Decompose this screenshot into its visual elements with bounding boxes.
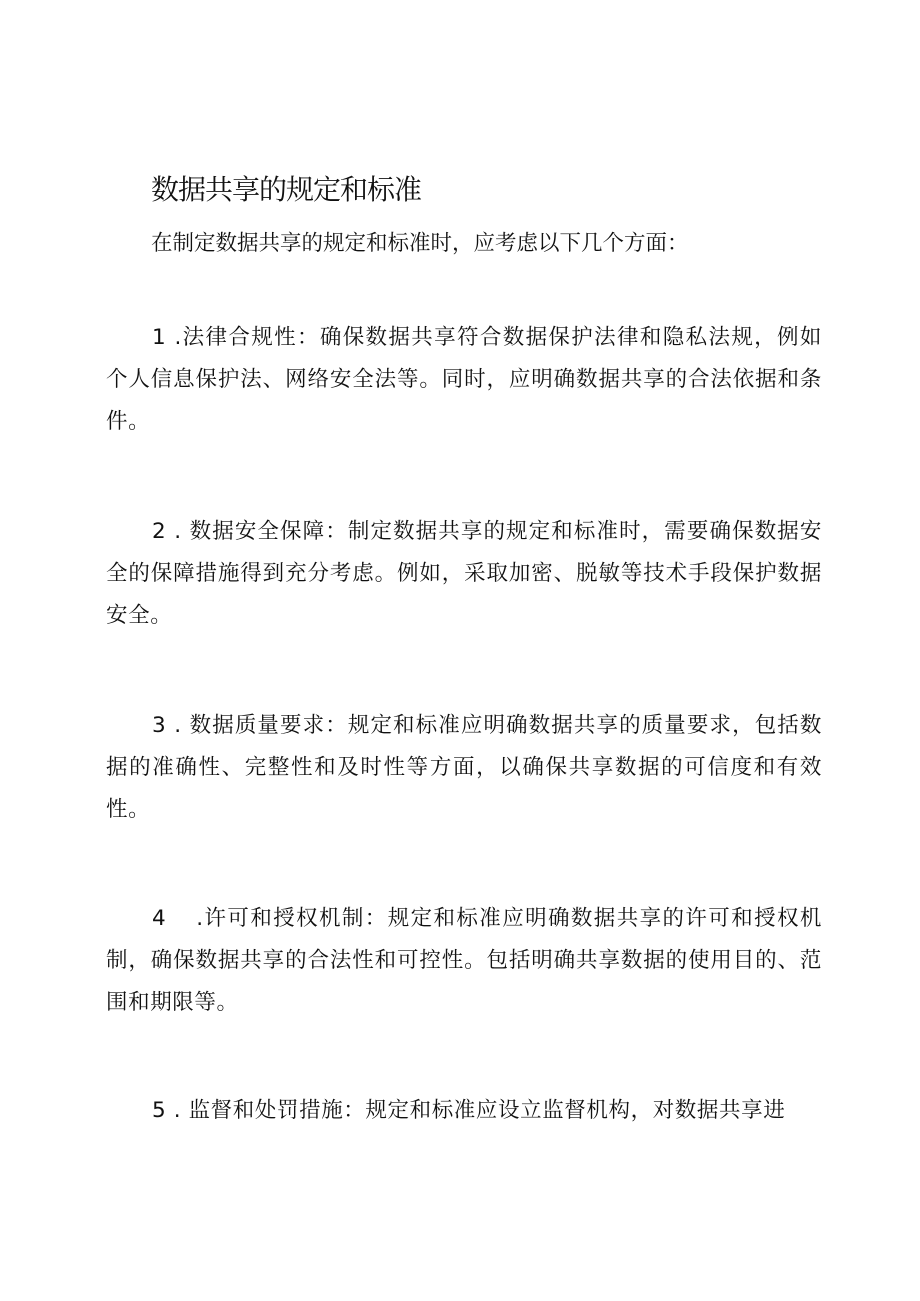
item-text: .法律合规性：确保数据共享符合数据保护法律和隐私法规，例如个人信息保护法、网络安全法等。同时，应明确数据共享的合法依据和条件。 [106,325,822,434]
item-number: 5 [152,1098,167,1123]
item-text: .许可和授权机制：规定和标准应明确数据共享的许可和授权机制，确保数据共享的合法性和可控性。包括明确共享数据的使用目的、范围和期限等。 [106,906,822,1015]
intro-paragraph: 在制定数据共享的规定和标准时，应考虑以下几个方面： [151,231,689,256]
item-number: 2 [152,519,167,544]
list-item [106,317,822,443]
item-number: 4 [152,906,167,931]
list-item [106,898,822,1024]
list-item [106,511,822,637]
document-title: 数据共享的规定和标准 [151,173,422,206]
item-text: . 监督和处罚措施：规定和标准应设立监督机构，对数据共享进 [173,1098,786,1123]
list-item [106,1090,822,1132]
item-number: 1 [152,325,167,350]
list-item [106,705,822,831]
item-number: 3 [152,713,167,738]
item-text: . 数据质量要求：规定和标准应明确数据共享的质量要求，包括数据的准确性、完整性和及时性等方面，以确保共享数据的可信度和有效性。 [106,713,823,822]
item-text: . 数据安全保障：制定数据共享的规定和标准时，需要确保数据安全的保障措施得到充分考虑。例如，采取加密、脱敏等技术手段保护数据安全。 [106,519,823,628]
